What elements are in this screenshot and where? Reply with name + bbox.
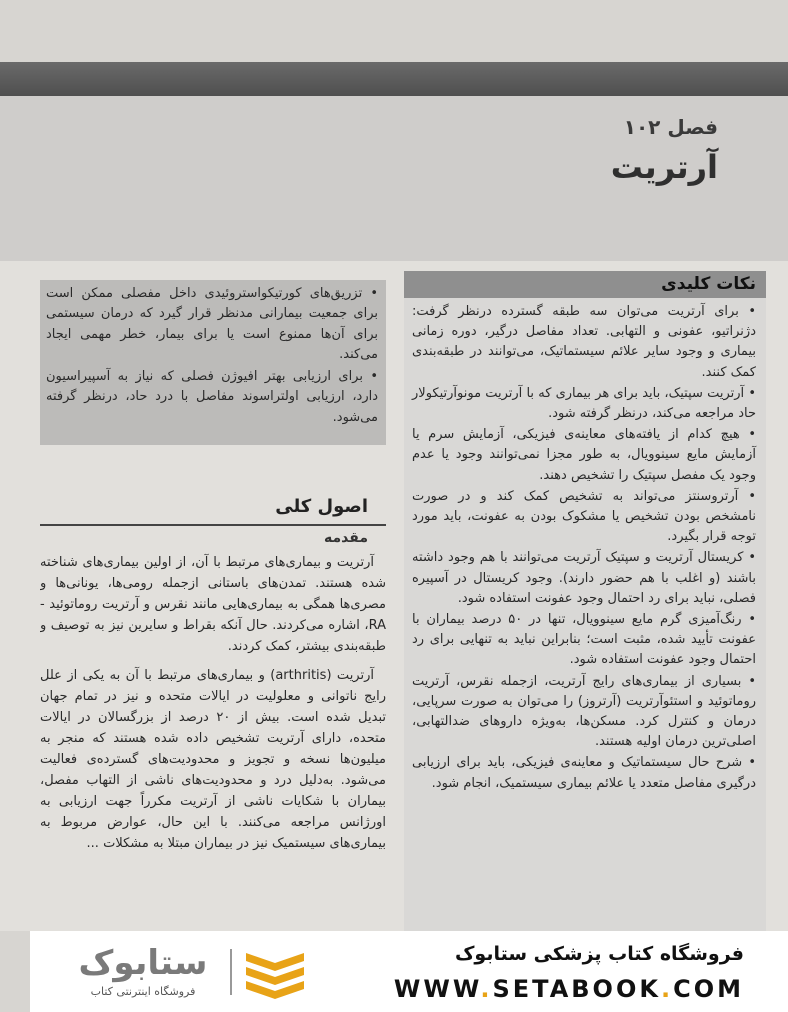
key-point-item: • شرح حال سیستماتیک و معاینه‌ی فیزیکی، باید برای ارزیابی درگیری مفاصل متعدد یا علائم بیماری سیستمیک، انجام شود. [412, 755, 756, 791]
store-url[interactable] [394, 975, 744, 1003]
key-points-box [404, 271, 766, 931]
body-text [40, 552, 386, 931]
key-point-item: • کریستال آرتریت و سپتیک آرتریت می‌توانند با هم وجود داشته باشند (و اغلب با هم حضور دارند). وجود کریستال در آسپیره فصلی، نباید برای رد احتمال وجود عفونت استفاده شود. [412, 550, 756, 606]
footer-banner [30, 931, 788, 1012]
left-note-item: • تزریق‌های کورتیکواستروئیدی داخل مفصلی ممکن است برای جمعیت بیمارانی مدنظر قرار گیرد که درمان سیستمی برای آن‌ها ممنوع است یا برای بیمار، خطر مهمی ایجاد می‌کند. [46, 286, 378, 362]
logo-divider [230, 949, 232, 995]
body-paragraph: آرتریت و بیماری‌های مرتبط با آن، از اولین بیماری‌های شناخته شده هستند. تمدن‌های باستانی ازجمله رومی‌ها، یونانی‌ها و مصری‌ها همگی به بیماری‌هایی مانند نقرس و آرتریت روماتوئید - RA، اشاره می‌کردند. حال آنکه بقراط و سایرین نیز به توصیف و طبقه‌بندی بیشتر، کمک کردند. [40, 555, 386, 654]
left-note-box [40, 280, 386, 445]
chapter-number: فصل ۱۰۲ [623, 115, 718, 139]
chapter-title: آرتریت [610, 148, 718, 186]
url-dot: . [660, 975, 674, 1003]
section-divider [40, 524, 386, 526]
key-point-item: • رنگ‌آمیزی گرم مایع سینوویال، تنها در ۵۰ درصد بیماران با عفونت تأیید شده، مثبت است؛ بنابراین نباید به تنهایی برای رد احتمال وجود عفونت استفاده شود. [412, 612, 757, 668]
key-point-item: • آرتریت سپتیک، باید برای هر بیماری که با آرتریت مونوآرتیکولار حاد مراجعه می‌کند، درنظر گرفته شود. [412, 385, 756, 422]
key-point-item: • بسیاری از بیماری‌های رایج آرتریت، ازجمله نقرس، آرتریت روماتوئید و استئوآرتریت (آرتروز) را می‌توان به صورت سرپایی، درمان و کنترل کرد. مسکن‌ها، به‌ویژه داروهای ضدالتهابی، اصلی‌ترین درمان اولیه هستند. [412, 673, 756, 750]
section-title: اصول کلی [275, 496, 368, 517]
key-points-heading: نکات کلیدی [404, 271, 766, 298]
key-point-item: • برای آرتریت می‌توان سه طبقه گسترده درنظر گرفت: دژنراتیو، عفونی و التهابی. تعداد مفاصل درگیر، دوره زمانی بیماری و وجود سایر علائم سیستماتیک، می‌توانند در طبقه‌بندی کمک کنند. [412, 304, 756, 380]
book-stack-icon [242, 945, 308, 999]
logo-wordmark: ستابوک [78, 943, 208, 983]
header-bar [0, 62, 788, 96]
url-dot: . [480, 975, 493, 1003]
key-point-item: • آرتروسنتز می‌تواند به تشخیص کمک کند و در صورت نامشخص بودن تشخیص یا مشکوک بودن به عفونت، باید مورد توجه قرار بگیرد. [412, 488, 756, 545]
store-name: فروشگاه کتاب پزشکی ستابوک [454, 943, 744, 965]
body-paragraph: آرتریت (arthritis) و بیماری‌های مرتبط با آن به یکی از علل رایج ناتوانی و معلولیت در ایالات متحده و نیز در تمام جهان تبدیل شده است. بیش از ۲۰ درصد از بزرگسالان در ایالات متحده، دارای آرتریت تشخیص داده شده هستند که منجر به میلیون‌ها نسخه و تجویز و محدودیت‌های گسترده‌ی فعالیت می‌شود. به‌دلیل درد و محدودیت‌های ناشی از التهاب مفصل، بیماران با شکایات ناشی از آرتریت مکرراً جهت ارزیابی به اورژانس مراجعه می‌کنند. با این حال، عوارض مربوط به بیماری‌های سیستمیک نیز در بیماران مبتلا به مشکلات ... [40, 668, 386, 851]
logo-tagline: فروشگاه اینترنتی کتاب [90, 985, 196, 998]
url-part: WWW [393, 975, 481, 1003]
store-logo[interactable] [68, 943, 308, 1003]
left-note-item: • برای ارزیابی بهتر افیوژن فصلی که نیاز به آسپیراسیون دارد، ارزیابی اولتراسوند مفاصل با درد حاد، درنظر گرفته می‌شود. [46, 369, 378, 425]
url-part: SETABOOK [492, 975, 661, 1003]
key-points-list [404, 298, 766, 794]
key-point-item: • هیچ کدام از یافته‌های معاینه‌ی فیزیکی، آزمایش سرم یا آزمایش مایع سینوویال، به طور مجزا نمی‌توانند وجود یا عدم وجود یک مفصل سپتیک را تشخیص دهند. [412, 427, 756, 483]
url-part: COM [673, 975, 744, 1003]
subsection-title: مقدمه [324, 530, 368, 546]
